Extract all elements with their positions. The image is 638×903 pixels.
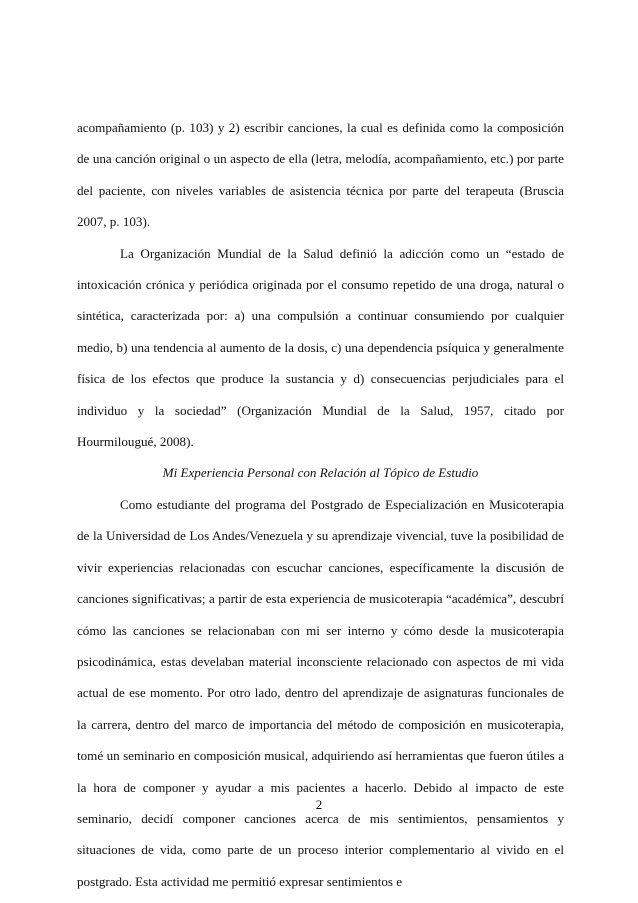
body-text (77, 112, 564, 897)
paragraph-oms-definition: La Organización Mundial de la Salud definió la adicción como un “estado de intoxicación crónica y periódica originada por el consumo repetido de una droga, natural o sintética, caracterizada por: a) una compulsión a continuar consumiendo por cualquier medio, b) una tendencia al aumento de la dosis, c) una dependencia psíquica y generalmente física de los efectos que produce la sustancia y d) consecuencias perjudiciales para el individuo y la sociedad” (Organización Mundial de la Salud, 1957, citado por Hourmilougué, 2008). (77, 245, 564, 450)
page-number: 2 (315, 797, 323, 812)
section-heading: Mi Experiencia Personal con Relación al Tópico de Estudio (162, 465, 479, 481)
paragraph-personal-experience: Como estudiante del programa del Postgrado de Especialización en Musicoterapia de la Universidad de Los Andes/Venezuela y su aprendizaje vivencial, tuve la posibilidad de vivir experiencias relacionadas con escuchar canciones, específicamente la discusión de canciones significativas; a partir de esta experiencia de musicoterapia “académica”, descubrí cómo las canciones se relacionaban con mi ser interno y cómo desde la musicoterapia psicodinámica, estas develaban material inconsciente relacionado con aspectos de mi vida actual de ese momento. Por otro lado, dentro del aprendizaje de asignaturas funcionales de la carrera, dentro del marco de importancia del método de composición en musicoterapia, tomé un seminario en composición musical, adquiriendo así herramientas que fueron útiles a la hora de componer y ayudar a mis pacientes a hacerlo. Debido al impacto de este seminario, decidí componer canciones acerca de mis sentimientos, pensamientos y situaciones de vida, como parte de un proceso interior complementario al vivido en el postgrado. Esta actividad me permitió expresar sentimientos e (77, 496, 564, 889)
paragraph-continuation: acompañamiento (p. 103) y 2) escribir canciones, la cual es definida como la composición de una canción original o un aspecto de ella (letra, melodía, acompañamiento, etc.) por parte del paciente, con niveles variables de asistencia técnica por parte del terapeuta (Bruscia 2007, p. 103). (77, 120, 564, 230)
